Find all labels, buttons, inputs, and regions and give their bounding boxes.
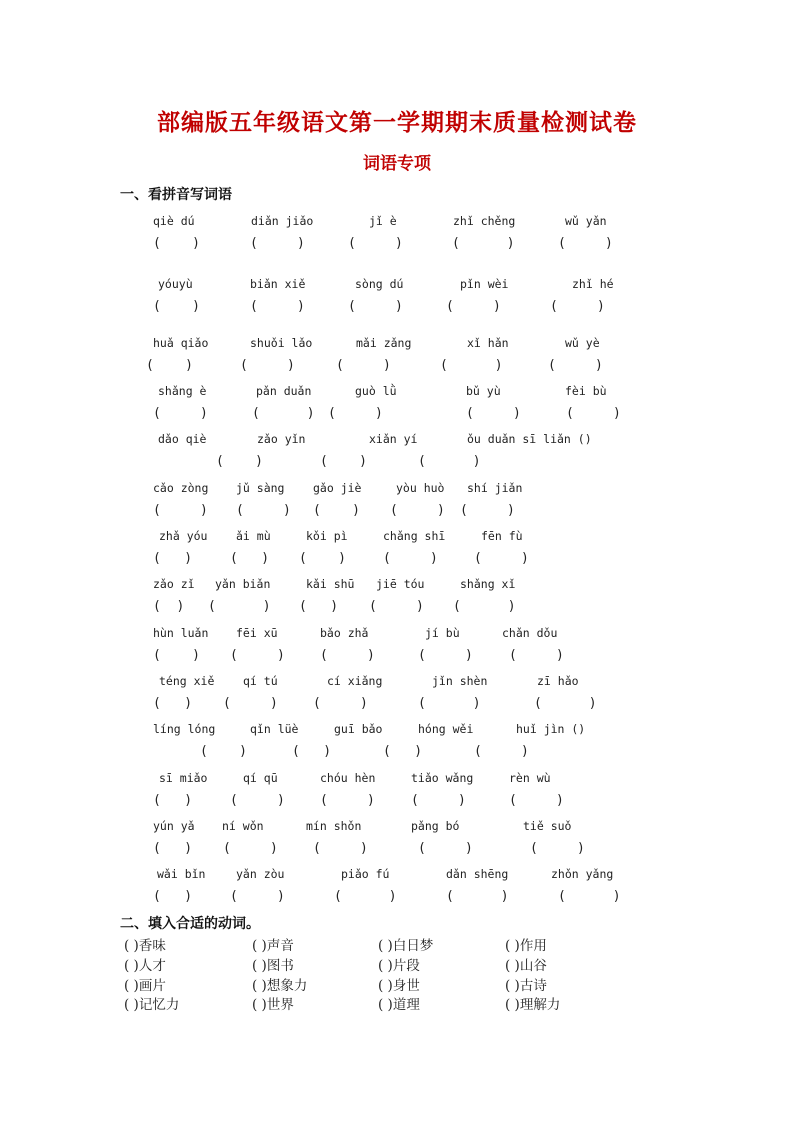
verb-blank-item[interactable]: ( )画片 xyxy=(124,978,166,994)
verb-blank-item[interactable]: ( )想象力 xyxy=(252,978,308,994)
pinyin-word: jǔ sàng xyxy=(236,481,285,495)
pinyin-word: gǎo jiè xyxy=(313,481,362,495)
pinyin-word: chóu hèn xyxy=(320,771,376,785)
answer-blank[interactable]: ( ) xyxy=(530,841,585,856)
verb-blank-item[interactable]: ( )香味 xyxy=(124,938,166,954)
answer-blank[interactable]: ( ) xyxy=(153,648,200,663)
answer-blank[interactable]: ( ) xyxy=(153,841,193,856)
verb-blank-item[interactable]: ( )声音 xyxy=(252,938,294,954)
answer-blank[interactable]: ( ) xyxy=(153,889,193,904)
pinyin-word: zhǒn yǎng xyxy=(551,867,614,881)
pinyin-word: sòng dú xyxy=(355,277,404,291)
page-subtitle: 词语专项 xyxy=(363,154,431,174)
pinyin-word: téng xiě xyxy=(159,674,215,688)
pinyin-word: yǎn zòu xyxy=(236,867,285,881)
pinyin-word: kǎi shū xyxy=(306,577,355,591)
answer-blank[interactable]: ( ) xyxy=(320,793,375,808)
answer-blank[interactable]: ( ) xyxy=(223,696,278,711)
pinyin-word: zǎo zǐ xyxy=(153,577,195,591)
pinyin-word: qǐn lüè xyxy=(250,722,299,736)
answer-blank[interactable]: ( ) xyxy=(153,696,193,711)
answer-blank[interactable]: ( ) xyxy=(208,599,271,614)
answer-blank[interactable]: ( ) xyxy=(153,793,193,808)
answer-blank[interactable]: ( ) xyxy=(250,299,305,314)
page-title: 部编版五年级语文第一学期期末质量检测试卷 xyxy=(157,109,637,136)
pinyin-word: yǎn biǎn xyxy=(215,577,271,591)
answer-blank[interactable]: ( ) xyxy=(411,793,466,808)
answer-blank[interactable]: ( ) xyxy=(383,551,438,566)
verb-blank-item[interactable]: ( )古诗 xyxy=(505,978,547,994)
verb-blank-item[interactable]: ( )理解力 xyxy=(505,997,561,1013)
answer-blank[interactable]: ( ) xyxy=(230,648,285,663)
pinyin-word: huǐ jìn () xyxy=(516,722,586,736)
pinyin-word: jí bù xyxy=(425,626,460,640)
answer-blank[interactable]: ( ) xyxy=(313,841,368,856)
answer-blank[interactable]: ( ) xyxy=(240,358,295,373)
verb-blank-item[interactable]: ( )人才 xyxy=(124,958,166,974)
answer-blank[interactable]: ( ) xyxy=(200,744,247,759)
answer-blank[interactable]: ( ) xyxy=(153,406,208,421)
answer-blank[interactable]: ( ) xyxy=(509,648,564,663)
pinyin-word: diǎn jiǎo xyxy=(251,214,314,228)
answer-blank[interactable]: ( ) xyxy=(474,551,529,566)
answer-blank[interactable]: ( ) xyxy=(252,406,315,421)
answer-blank[interactable]: ( ) xyxy=(558,236,613,251)
pinyin-word: zǎo yǐn xyxy=(257,432,306,446)
pinyin-word: piǎo fú xyxy=(341,867,390,881)
pinyin-word: sī miǎo xyxy=(159,771,208,785)
answer-blank[interactable]: ( ) xyxy=(440,358,503,373)
answer-blank[interactable]: ( ) xyxy=(418,648,473,663)
verb-blank-item[interactable]: ( )片段 xyxy=(378,958,420,974)
answer-blank[interactable]: ( ) xyxy=(230,551,270,566)
answer-blank[interactable]: ( ) xyxy=(328,406,383,421)
pinyin-word: shí jiǎn xyxy=(467,481,523,495)
pinyin-word: guò lǜ xyxy=(355,384,397,398)
pinyin-word: kǒi pì xyxy=(306,529,348,543)
pinyin-word: wǎi bǐn xyxy=(157,867,206,881)
verb-blank-item[interactable]: ( )白日梦 xyxy=(378,938,434,954)
pinyin-word: guī bǎo xyxy=(334,722,383,736)
answer-blank[interactable]: ( ) xyxy=(548,358,603,373)
answer-blank[interactable]: ( ) xyxy=(250,236,305,251)
pinyin-word: ní wǒn xyxy=(222,819,264,833)
pinyin-word: zhǐ chěng xyxy=(453,214,516,228)
pinyin-word: shǎng xǐ xyxy=(460,577,516,591)
pinyin-word: rèn wù xyxy=(509,771,551,785)
answer-blank[interactable]: ( ) xyxy=(509,793,564,808)
pinyin-word: bǔ yù xyxy=(466,384,501,398)
pinyin-word: bǎo zhǎ xyxy=(320,626,369,640)
pinyin-word: yòu huò xyxy=(396,481,445,495)
answer-blank[interactable]: ( ) xyxy=(153,299,200,314)
pinyin-word: mín shǒn xyxy=(306,819,362,833)
pinyin-word: jǐn shèn xyxy=(432,674,488,688)
answer-blank[interactable]: ( ) xyxy=(474,744,529,759)
answer-blank[interactable]: ( ) xyxy=(236,503,291,518)
answer-blank[interactable]: ( ) xyxy=(153,236,200,251)
pinyin-word: pǎng bó xyxy=(411,819,460,833)
answer-blank[interactable]: ( ) xyxy=(153,599,185,614)
answer-blank[interactable]: ( ) xyxy=(466,406,521,421)
answer-blank[interactable]: ( ) xyxy=(146,358,193,373)
answer-blank[interactable]: ( ) xyxy=(230,793,285,808)
pinyin-word: zī hǎo xyxy=(537,674,579,688)
verb-blank-item[interactable]: ( )世界 xyxy=(252,997,294,1013)
answer-blank[interactable]: ( ) xyxy=(452,236,515,251)
pinyin-word: cǎo zòng xyxy=(153,481,209,495)
answer-blank[interactable]: ( ) xyxy=(418,454,481,469)
pinyin-word: qiè dú xyxy=(153,214,195,228)
answer-blank[interactable]: ( ) xyxy=(299,551,346,566)
answer-blank[interactable]: ( ) xyxy=(153,503,208,518)
answer-blank[interactable]: ( ) xyxy=(348,299,403,314)
pinyin-word: hóng wěi xyxy=(418,722,474,736)
pinyin-word: dǎo qiè xyxy=(158,432,207,446)
pinyin-word: mǎi zǎng xyxy=(356,336,412,350)
pinyin-word: qí tú xyxy=(243,674,278,688)
answer-blank[interactable]: ( ) xyxy=(446,299,501,314)
answer-blank[interactable]: ( ) xyxy=(383,744,423,759)
verb-blank-item[interactable]: ( )道理 xyxy=(378,997,420,1013)
verb-blank-item[interactable]: ( )身世 xyxy=(378,978,420,994)
verb-blank-item[interactable]: ( )作用 xyxy=(505,938,547,954)
answer-blank[interactable]: ( ) xyxy=(369,599,424,614)
pinyin-word: wǔ yǎn xyxy=(565,214,607,228)
answer-blank[interactable]: ( ) xyxy=(320,454,367,469)
answer-blank[interactable]: ( ) xyxy=(313,503,360,518)
pinyin-word: shuǒi lǎo xyxy=(250,336,313,350)
section1-heading: 一、看拼音写词语 xyxy=(120,187,232,203)
pinyin-word: shǎng è xyxy=(158,384,207,398)
answer-blank[interactable]: ( ) xyxy=(320,648,375,663)
section2-heading: 二、填入合适的动词。 xyxy=(120,916,260,932)
pinyin-word: qí qū xyxy=(243,771,278,785)
answer-blank[interactable]: ( ) xyxy=(292,744,332,759)
pinyin-word: pǎn duǎn xyxy=(256,384,312,398)
pinyin-word: zhǐ hé xyxy=(572,277,614,291)
pinyin-word: fēi xū xyxy=(236,626,278,640)
pinyin-word: huǎ qiǎo xyxy=(153,336,209,350)
pinyin-word: fèi bù xyxy=(565,384,607,398)
pinyin-word: wǔ yè xyxy=(565,336,600,350)
answer-blank[interactable]: ( ) xyxy=(418,841,473,856)
pinyin-word: yún yǎ xyxy=(153,819,195,833)
answer-blank[interactable]: ( ) xyxy=(216,454,263,469)
pinyin-word: ǎi mù xyxy=(236,529,271,543)
answer-blank[interactable]: ( ) xyxy=(230,889,285,904)
answer-blank[interactable]: ( ) xyxy=(534,696,597,711)
answer-blank[interactable]: ( ) xyxy=(558,889,621,904)
answer-blank[interactable]: ( ) xyxy=(390,503,445,518)
answer-blank[interactable]: ( ) xyxy=(446,889,509,904)
pinyin-word: fēn fù xyxy=(481,529,523,543)
answer-blank[interactable]: ( ) xyxy=(153,551,193,566)
answer-blank[interactable]: ( ) xyxy=(550,299,605,314)
answer-blank[interactable]: ( ) xyxy=(223,841,278,856)
pinyin-word: biǎn xiě xyxy=(250,277,306,291)
pinyin-word: chǎng shī xyxy=(383,529,446,543)
pinyin-word: xǐ hǎn xyxy=(467,336,509,350)
pinyin-word: tiǎo wǎng xyxy=(411,771,474,785)
pinyin-word: yóuyù xyxy=(158,277,193,291)
pinyin-word: tiě suǒ xyxy=(523,819,572,833)
answer-blank[interactable]: ( ) xyxy=(336,358,391,373)
pinyin-word: zhǎ yóu xyxy=(159,529,208,543)
pinyin-word: líng lóng xyxy=(153,722,216,736)
pinyin-word: jiē tóu xyxy=(376,577,425,591)
pinyin-word: ǒu duǎn sī liǎn () xyxy=(467,432,592,446)
answer-blank[interactable]: ( ) xyxy=(299,599,339,614)
pinyin-word: hùn luǎn xyxy=(153,626,209,640)
verb-blank-item[interactable]: ( )记忆力 xyxy=(124,997,180,1013)
pinyin-word: cí xiǎng xyxy=(327,674,383,688)
verb-blank-item[interactable]: ( )图书 xyxy=(252,958,294,974)
verb-blank-item[interactable]: ( )山谷 xyxy=(505,958,547,974)
answer-blank[interactable]: ( ) xyxy=(418,696,481,711)
answer-blank[interactable]: ( ) xyxy=(334,889,397,904)
pinyin-word: jǐ è xyxy=(369,214,397,228)
pinyin-word: chǎn dǒu xyxy=(502,626,558,640)
answer-blank[interactable]: ( ) xyxy=(348,236,403,251)
pinyin-word: dǎn shēng xyxy=(446,867,509,881)
pinyin-word: xiǎn yí xyxy=(369,432,418,446)
answer-blank[interactable]: ( ) xyxy=(453,599,516,614)
answer-blank[interactable]: ( ) xyxy=(566,406,621,421)
answer-blank[interactable]: ( ) xyxy=(460,503,515,518)
answer-blank[interactable]: ( ) xyxy=(313,696,368,711)
pinyin-word: pǐn wèi xyxy=(460,277,509,291)
